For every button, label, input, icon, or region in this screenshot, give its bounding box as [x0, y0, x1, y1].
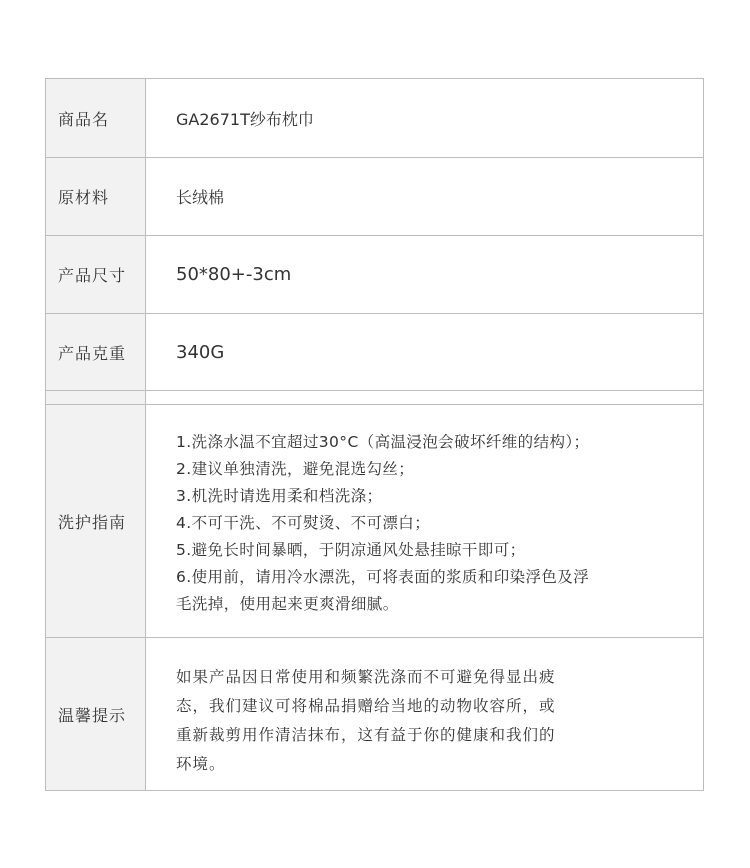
care-line: 6.使用前，请用冷水漂洗，可将表面的浆质和印染浮色及浮 [176, 568, 590, 586]
label-tips: 温馨提示 [46, 638, 146, 790]
value-tips [146, 638, 703, 790]
value-care-guide [146, 405, 703, 637]
spacer-label-cell [46, 391, 146, 404]
row-product-name [46, 79, 703, 157]
spacer-value-cell [146, 391, 703, 404]
row-size [46, 235, 703, 313]
row-material [46, 157, 703, 235]
value-weight: 340G [176, 342, 225, 363]
tip-line: 如果产品因日常使用和频繁洗涤而不可避免得显出疲 [176, 668, 556, 686]
tip-line: 态，我们建议可将棉品捐赠给当地的动物收容所，或 [176, 697, 556, 715]
tip-line: 重新裁剪用作清洁抹布，这有益于你的健康和我们的 [176, 726, 556, 744]
row-spacer [46, 390, 703, 404]
product-spec-table [45, 78, 704, 791]
label-weight: 产品克重 [46, 314, 146, 391]
value-product-name: GA2671T纱布枕巾 [176, 109, 314, 129]
value-size: 50*80+-3cm [176, 264, 292, 285]
row-tips [46, 637, 703, 790]
value-material: 长绒棉 [176, 188, 225, 207]
row-weight [46, 313, 703, 391]
care-line: 3.机洗时请选用柔和档洗涤； [176, 487, 383, 505]
row-care-guide [46, 404, 703, 637]
care-line: 毛洗掉，使用起来更爽滑细腻。 [176, 595, 399, 613]
tip-line: 环境。 [176, 755, 226, 773]
label-product-name: 商品名 [46, 79, 146, 157]
label-material: 原材料 [46, 158, 146, 235]
care-line: 5.避免长时间暴晒，于阴凉通风处悬挂晾干即可； [176, 541, 526, 559]
label-size: 产品尺寸 [46, 236, 146, 313]
care-line: 4.不可干洗、不可熨烫、不可漂白； [176, 514, 431, 532]
label-care-guide: 洗护指南 [46, 405, 146, 637]
care-line: 2.建议单独清洗，避免混选勾丝； [176, 460, 415, 478]
care-line: 1.洗涤水温不宜超过30°C（高温浸泡会破坏纤维的结构）； [176, 433, 590, 451]
